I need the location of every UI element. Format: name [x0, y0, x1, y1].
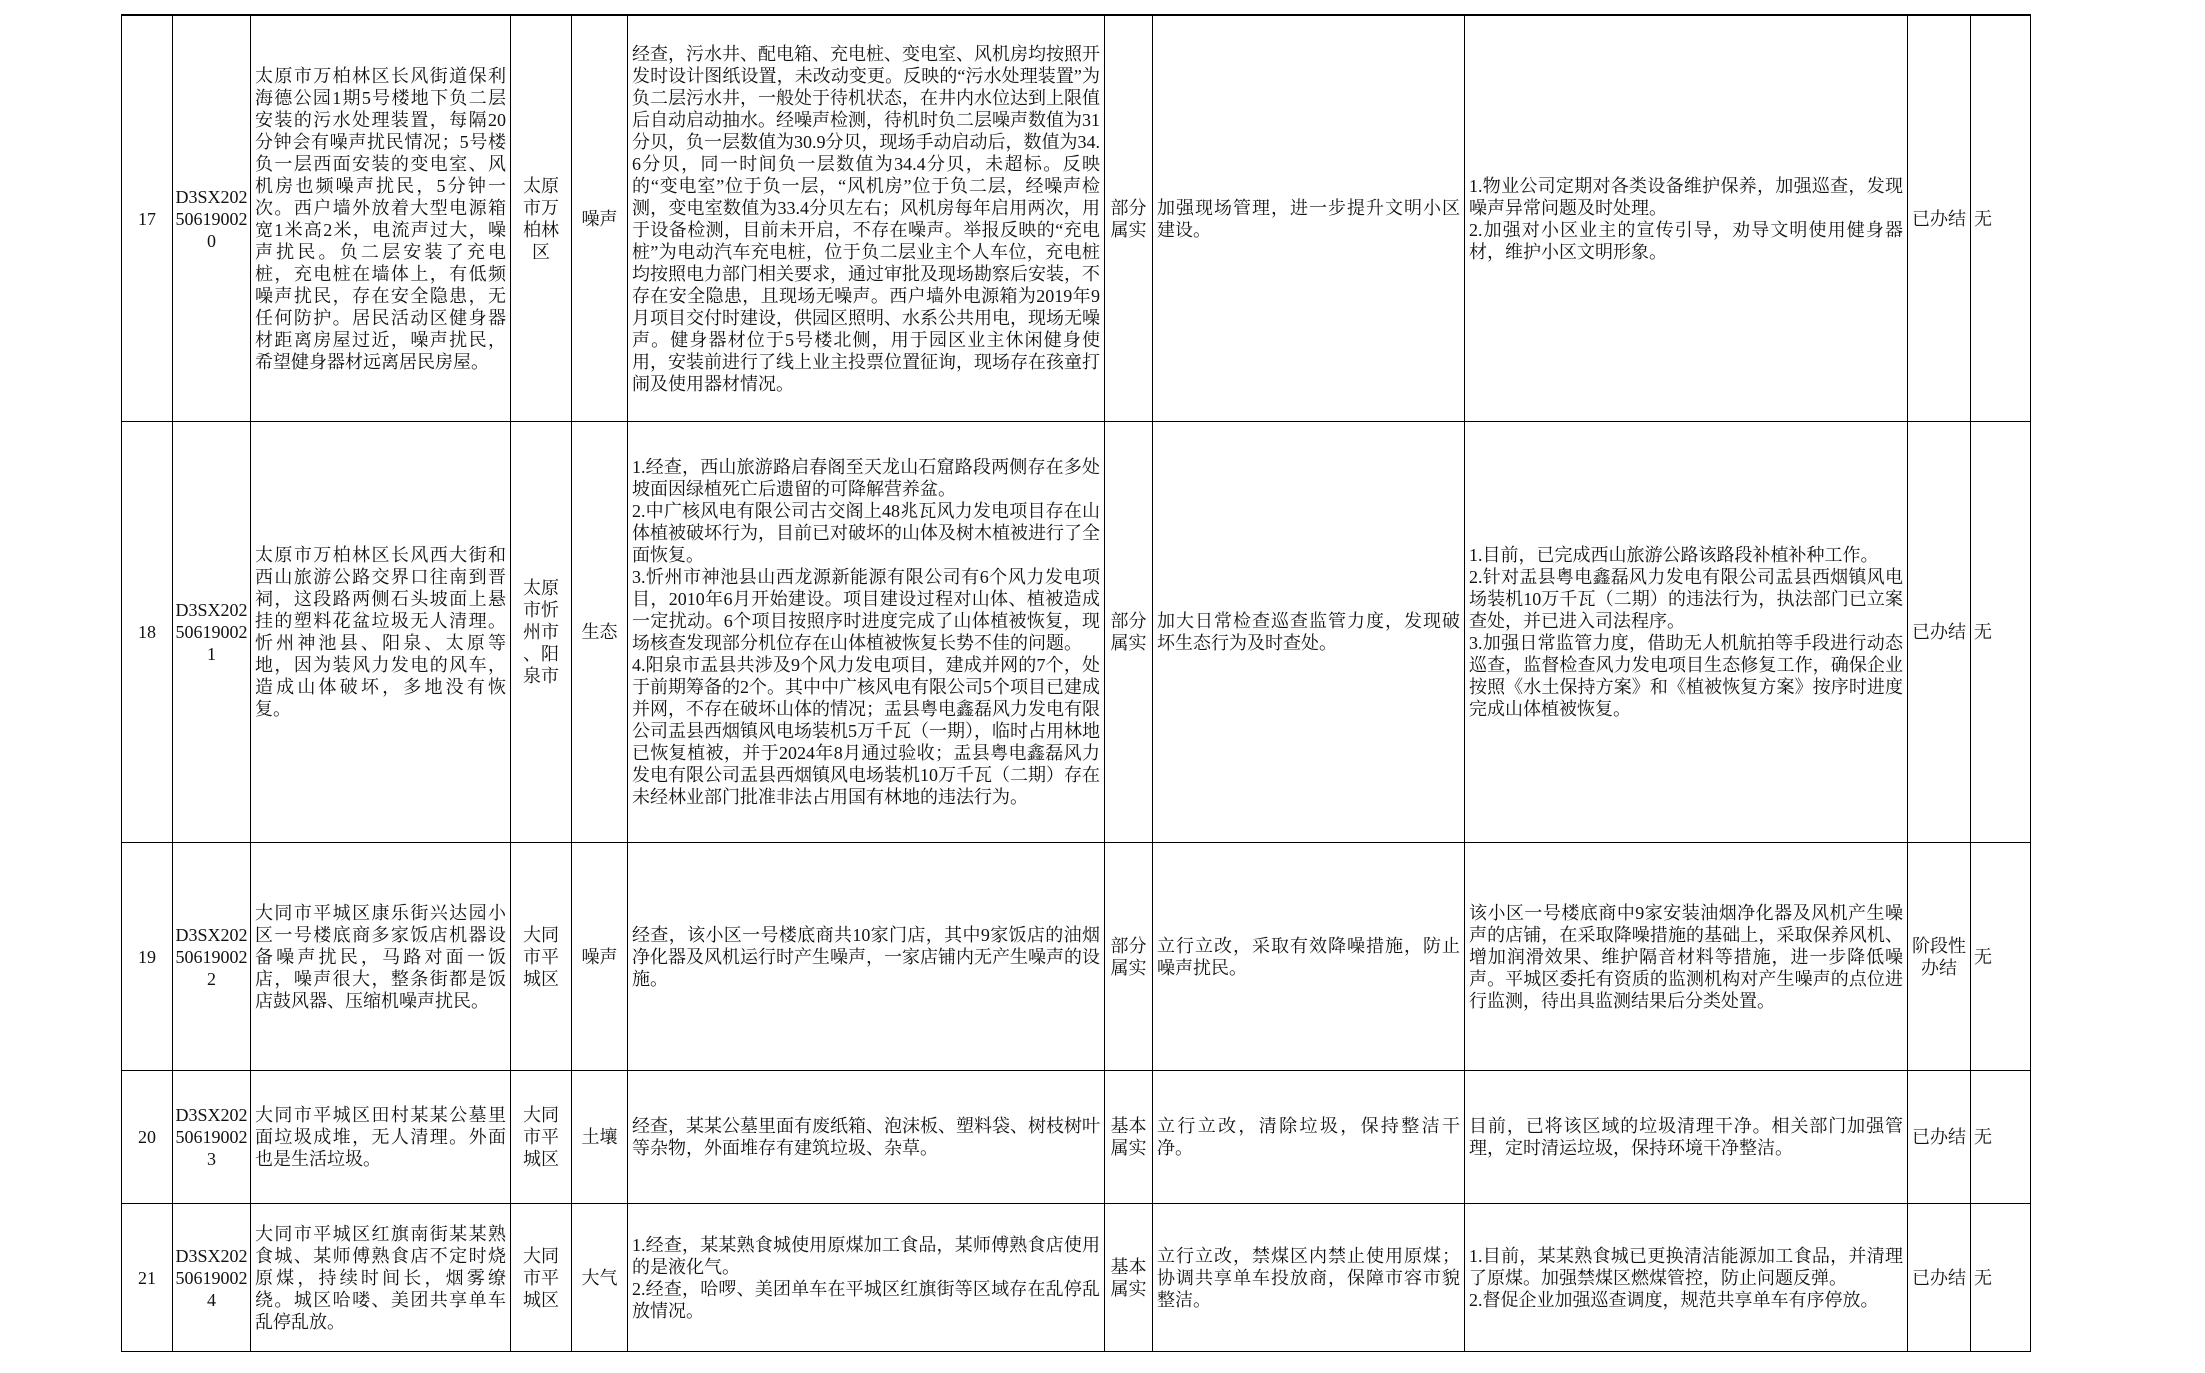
case-number: 19	[122, 843, 173, 1071]
result-paragraph: 目前，已将该区域的垃圾清理干净。相关部门加强管理，定时清运垃圾，保持环境干净整洁。	[1469, 1116, 1903, 1158]
result-paragraph: 1.目前，某某熟食城已更换清洁能源加工食品，并清理了原煤。加强禁煤区燃煤管控，防止问题反弹。	[1469, 1245, 1903, 1288]
result-paragraph: 2.针对盂县粤电鑫磊风力发电有限公司盂县西烟镇风电场装机10万千瓦（二期）的违法行为，执法部门已立案查处，并已进入司法程序。	[1469, 567, 1903, 631]
accountability: 无	[1971, 1071, 2031, 1204]
investigation-findings	[628, 1204, 1105, 1352]
completion-status: 已办结	[1908, 422, 1971, 843]
complaint-description: 太原市万柏林区长风西大街和西山旅游公路交界口往南到晋祠，这段路两侧石头坡面上悬挂的塑料花盆垃圾无人清理。忻州神池县、阳泉、太原等地，因为装风力发电的风车，造成山体破坏，多地没有恢复。	[251, 422, 511, 843]
case-id: D3SX202506190023	[173, 1071, 251, 1204]
case-number: 18	[122, 422, 173, 843]
case-id: D3SX202506190021	[173, 422, 251, 843]
investigation-findings	[628, 422, 1105, 843]
rectification-measures: 立行立改，清除垃圾，保持整洁干净。	[1153, 1071, 1465, 1204]
completion-status: 已办结	[1908, 1071, 1971, 1204]
complaint-description: 太原市万柏林区长风街道保利海德公园1期5号楼地下负二层安装的污水处理装置，每隔20分钟会有噪声扰民情况；5号楼负一层西面安装的变电室、风机房也频噪声扰民，5分钟一次。西户墙外放着大型电源箱宽1米高2米，电流声过大，噪声扰民。负二层安装了充电桩，充电桩在墙体上，有低频噪声扰民，存在安全隐患，无任何防护。居民活动区健身器材距离房屋过近，噪声扰民，希望健身器材远离居民房屋。	[251, 16, 511, 422]
verification-result: 部分属实	[1105, 422, 1153, 843]
finding-paragraph: 4.阳泉市盂县共涉及9个风力发电项目，建成并网的7个，处于前期筹备的2个。其中中广核风电有限公司5个项目已建成并网，不存在破坏山体的情况；盂县粤电鑫磊风力发电有限公司盂县西烟镇风电场装机5万千瓦（一期），临时占用林地已恢复植被，并于2024年8月通过验收；盂县粤电鑫磊风力发电有限公司盂县西烟镇风电场装机10万千瓦（二期）存在未经林业部门批准非法占用国有林地的违法行为。	[632, 655, 1100, 807]
completion-status: 已办结	[1908, 1204, 1971, 1352]
result-paragraph: 2.加强对小区业主的宣传引导，劝导文明使用健身器材，维护小区文明形象。	[1469, 219, 1903, 262]
completion-status: 阶段性办结	[1908, 843, 1971, 1071]
accountability: 无	[1971, 1204, 2031, 1352]
pollution-category: 噪声	[572, 16, 628, 422]
investigation-findings	[628, 1071, 1105, 1204]
completion-status: 已办结	[1908, 16, 1971, 422]
district: 太原市万柏林区	[511, 16, 572, 422]
case-id: D3SX202506190024	[173, 1204, 251, 1352]
finding-paragraph: 3.忻州市神池县山西龙源新能源有限公司有6个风力发电项目，2010年6月开始建设。项目建设过程对山体、植被造成一定扰动。6个项目按照序时进度完成了山体植被恢复，现场核查发现部分机位存在山体植被恢复长势不佳的问题。	[632, 567, 1100, 653]
result-paragraph: 1.目前，已完成西山旅游公路该路段补植补种工作。	[1469, 545, 1879, 565]
case-number: 17	[122, 16, 173, 422]
accountability: 无	[1971, 16, 2031, 422]
case-id: D3SX202506190020	[173, 16, 251, 422]
pollution-category: 大气	[572, 1204, 628, 1352]
finding-paragraph: 2.中广核风电有限公司古交阁上48兆瓦风力发电项目存在山体植被破坏行为，目前已对破坏的山体及树木植被进行了全面恢复。	[632, 501, 1100, 565]
complaint-description: 大同市平城区红旗南街某某熟食城、某师傅熟食店不定时烧原煤，持续时间长，烟雾缭绕。城区哈喽、美团共享单车乱停乱放。	[251, 1204, 511, 1352]
district: 太原市忻州市、阳泉市	[511, 422, 572, 843]
complaint-description: 大同市平城区康乐街兴达园小区一号楼底商多家饭店机器设备噪声扰民，马路对面一饭店，噪声很大，整条街都是饭店鼓风器、压缩机噪声扰民。	[251, 843, 511, 1071]
result-paragraph: 该小区一号楼底商中9家安装油烟净化器及风机产生噪声的店铺，在采取降噪措施的基础上，采取保养风机、增加润滑效果、维护隔音材料等措施，进一步降低噪声。平城区委托有资质的监测机构对产生噪声的点位进行监测，待出具监测结果后分类处置。	[1469, 902, 1903, 1011]
rectification-measures: 加强现场管理，进一步提升文明小区建设。	[1153, 16, 1465, 422]
finding-paragraph: 1.经查，西山旅游路启春阁至天龙山石窟路段两侧存在多处坡面因绿植死亡后遗留的可降解营养盆。	[632, 457, 1100, 499]
finding-paragraph: 1.经查，某某熟食城使用原煤加工食品，某师傅熟食店使用的是液化气。	[632, 1234, 1100, 1277]
accountability: 无	[1971, 843, 2031, 1071]
finding-paragraph: 经查，该小区一号楼底商共10家门店，其中9家饭店的油烟净化器及风机运行时产生噪声，一家店铺内无产生噪声的设施。	[632, 924, 1100, 989]
result-paragraph: 1.物业公司定期对各类设备维护保养，加强巡查，发现噪声异常问题及时处理。	[1469, 175, 1903, 218]
rectification-results	[1465, 1071, 1908, 1204]
rectification-results	[1465, 843, 1908, 1071]
finding-paragraph: 经查，某某公墓里面有废纸箱、泡沫板、塑料袋、树枝树叶等杂物，外面堆存有建筑垃圾、杂草。	[632, 1116, 1100, 1158]
rectification-results	[1465, 16, 1908, 422]
case-id: D3SX202506190022	[173, 843, 251, 1071]
pollution-category: 生态	[572, 422, 628, 843]
result-paragraph: 3.加强日常监管力度，借助无人机航拍等手段进行动态巡查，监督检查风力发电项目生态修复工作，确保企业按照《水土保持方案》和《植被恢复方案》按序时进度完成山体植被恢复。	[1469, 633, 1903, 719]
district: 大同市平城区	[511, 1071, 572, 1204]
complaint-table	[121, 14, 2031, 1352]
pollution-category: 噪声	[572, 843, 628, 1071]
result-paragraph: 2.督促企业加强巡查调度，规范共享单车有序停放。	[1469, 1289, 1879, 1310]
complaint-description: 大同市平城区田村某某公墓里面垃圾成堆，无人清理。外面也是生活垃圾。	[251, 1071, 511, 1204]
verification-result: 部分属实	[1105, 843, 1153, 1071]
accountability: 无	[1971, 422, 2031, 843]
rectification-measures: 立行立改，禁煤区内禁止使用原煤；协调共享单车投放商，保障市容市貌整洁。	[1153, 1204, 1465, 1352]
case-number: 21	[122, 1204, 173, 1352]
investigation-findings	[628, 16, 1105, 422]
pollution-category: 土壤	[572, 1071, 628, 1204]
verification-result: 基本属实	[1105, 1071, 1153, 1204]
finding-paragraph: 2.经查，哈啰、美团单车在平城区红旗街等区域存在乱停乱放情况。	[632, 1278, 1100, 1321]
case-number: 20	[122, 1071, 173, 1204]
rectification-results	[1465, 1204, 1908, 1352]
verification-result: 基本属实	[1105, 1204, 1153, 1352]
district: 大同市平城区	[511, 1204, 572, 1352]
finding-paragraph: 经查，污水井、配电箱、充电桩、变电室、风机房均按照开发时设计图纸设置，未改动变更。反映的“污水处理装置”为负二层污水井，一般处于待机状态，在井内水位达到上限值后自动启动抽水。经噪声检测，待机时负二层噪声数值为31分贝，负一层数值为30.9分贝，现场手动启动后，数值为34.6分贝，同一时间负一层数值为34.4分贝，未超标。反映的“变电室”位于负一层，“风机房”位于负二层，经噪声检测，变电室数值为33.4分贝左右；风机房每年启用两次，用于设备检测，目前未开启，不存在噪声。举报反映的“充电桩”为电动汽车充电桩，位于负二层业主个人车位，充电桩均按照电力部门相关要求，通过审批及现场勘察后安装，不存在安全隐患，且现场无噪声。西户墙外电源箱为2019年9月项目交付时建设，供园区照明、水系公共用电，现场无噪声。健身器材位于5号楼北侧，用于园区业主休闲健身使用，安装前进行了线上业主投票位置征询，现场存在孩童打闹及使用器材情况。	[632, 43, 1100, 394]
rectification-measures: 立行立改，采取有效降噪措施，防止噪声扰民。	[1153, 843, 1465, 1071]
investigation-findings	[628, 843, 1105, 1071]
rectification-results	[1465, 422, 1908, 843]
verification-result: 部分属实	[1105, 16, 1153, 422]
rectification-measures: 加大日常检查巡查监管力度，发现破坏生态行为及时查处。	[1153, 422, 1465, 843]
district: 大同市平城区	[511, 843, 572, 1071]
